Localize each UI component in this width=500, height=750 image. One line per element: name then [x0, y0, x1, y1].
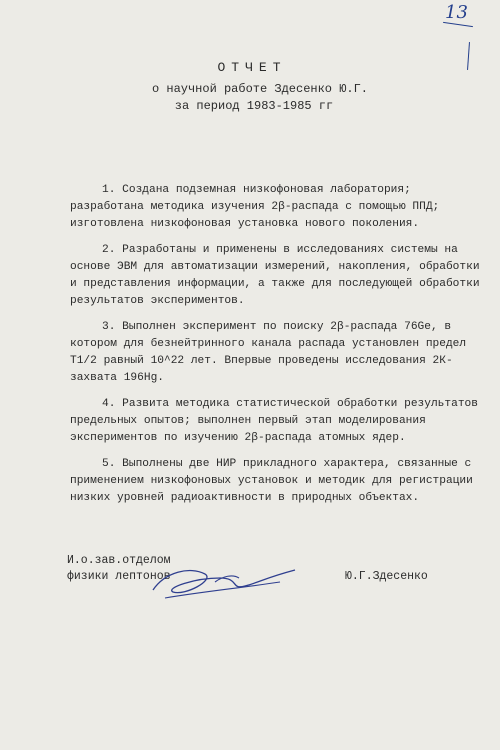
- document-title: ОТЧЕТ: [217, 60, 287, 75]
- handwritten-signature: [145, 552, 315, 612]
- document-period: за период 1983-1985 гг: [174, 99, 334, 113]
- paragraph-4: 4. Развита методика статистической обработки результатов предельных опытов; выполнен первый этап моделирования экспериментов по изучению 2β-распада атомных ядер.: [70, 398, 478, 444]
- page-number: 13: [445, 2, 468, 23]
- signatory-position-line1: И.о.зав.отделом: [67, 554, 171, 567]
- paragraph-5: 5. Выполнены две НИР прикладного характера, связанные с применением низкофоновых установок и методик для регистрации низких уровней радиоактивности в природных объектах.: [70, 458, 473, 504]
- signatory-position-line2: физики лептонов: [67, 570, 171, 583]
- signatory-name: Ю.Г.Здесенко: [345, 570, 428, 583]
- paragraph-2: 2. Разработаны и применены в исследованиях системы на основе ЭВМ для автоматизации измерений, накопления, обработки и представления информации, а также для последующей обработки результатов экспериментов.: [70, 244, 480, 307]
- report-body: [70, 182, 480, 516]
- paragraph-1: 1. Создана подземная низкофоновая лаборатория; разработана методика изучения 2β-распада с помощью ППД; изготовлена низкофоновая установка нового поколения.: [70, 184, 440, 230]
- document-subtitle: о научной работе Здесенко Ю.Г.: [151, 82, 369, 96]
- paragraph-3: 3. Выполнен эксперимент по поиску 2β-распада 76Ge, в котором для безнейтринного канала распада установлен предел T1/2 равный 10^22 лет. Впервые проведены исследования 2К-захвата 196Hg.: [70, 321, 467, 384]
